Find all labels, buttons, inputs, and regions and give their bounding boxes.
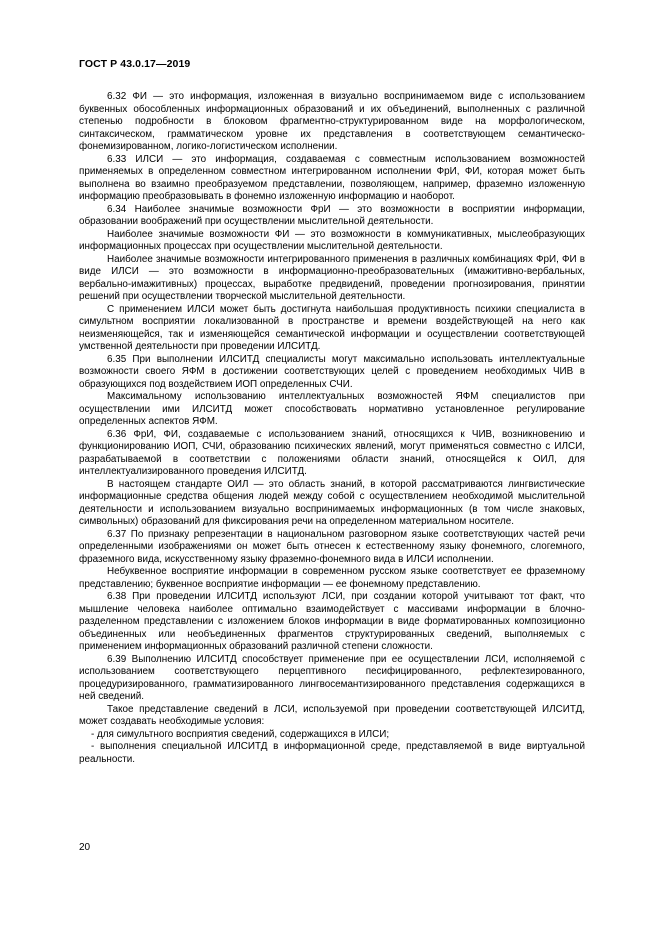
paragraph: С применением ИЛСИ может быть достигнута наибольшая продуктивность психики специалиста в симультном восприятии локализованной в пространстве и времени воздействующей на него как неизменяющейся, так и изменяющейся семантической информации и осуществлении соответствующей умственной деятельности при проведении ИЛСИТД. <box>79 303 585 352</box>
paragraph-6-34: 6.34 Наиболее значимые возможности ФрИ — это возможности в восприятии информации, образовании воображений при осуществлении мыслительной деятельности. <box>79 203 585 227</box>
paragraph: Наиболее значимые возможности интегрированного применения в различных комбинациях ФрИ, ФИ в виде ИЛСИ — это возможности в информационно-преобразовательных (имажитивно-вербальных, вербально-имажитивных) процессах, выработке предвидений, проведении прогнозирования, принятии решений при осуществлении творческой мыслительной деятельности. <box>79 253 585 302</box>
paragraph-6-37: 6.37 По признаку репрезентации в национальном разговорном языке соответствующих частей речи определенными изображениями он может быть отнесен к естественному языку фонемного, слогемного, фраземного вида, искусственному языку фраземно-фонемного вида в ИЛСИ исполнении. <box>79 528 585 565</box>
document-header: ГОСТ Р 43.0.17—2019 <box>79 58 191 70</box>
page-number: 20 <box>79 842 91 853</box>
paragraph-6-33: 6.33 ИЛСИ — это информация, создаваемая с совместным использованием возможностей применяемых в определенном совместном интегрированном исполнении ФрИ, ФИ, которая может быть выполнена во взаимно преобразуемом представлении, позволяющем, например, фраземно изложенную информацию преобразовывать в фонемно изложенную информацию и наоборот. <box>79 153 585 202</box>
list-item: - для симультного восприятия сведений, содержащихся в ИЛСИ; <box>91 728 390 740</box>
paragraph-6-38: 6.38 При проведении ИЛСИТД используют ЛСИ, при создании которой учитывают тот факт, что мышление человека наиболее оптимально взаимодействует с массивами информации в блочно-разделенном представлении с изложением блоков информации в виде форматированных композиционно объединенных или необъединенных фрагментов структурированных сведений, выполняемых с применением информационных образований различной степени сложности. <box>79 591 585 652</box>
paragraph: Небуквенное восприятие информации в современном русском языке соответствует ее фраземному представлению; буквенное восприятие информации — ее фонемному представлению. <box>79 566 585 590</box>
paragraph-6-36: 6.36 ФрИ, ФИ, создаваемые с использованием знаний, относящихся к ЧИВ, возникновению и функционированию ИОП, СЧИ, образованию психических явлений, могут применяться совместно с ИЛСИ, разрабатываемой в соответствии с положениями области знаний, относящейся к ОИЛ, для интеллектуализированного проведения ИЛСИТД. <box>79 428 585 477</box>
paragraph-6-39: 6.39 Выполнению ИЛСИТД способствует применение при ее осуществлении ЛСИ, исполняемой с использованием соответствующего перцептивного песифицированного, рефлектезированного, процедуризированного, грамматизированного лингвосемантизированного представления содержащихся в ней сведений. <box>79 653 585 702</box>
paragraph: Такое представление сведений в ЛСИ, используемой при проведении соответствующей ИЛСИТД, может создавать необходимые условия: <box>79 703 585 727</box>
document-body <box>79 91 585 766</box>
paragraph: Максимальному использованию интеллектуальных возможностей ЯФМ специалистов при осуществлении ими ИЛСИТД может способствовать нормативно установленное регулирование определенных аспектов ЯФМ. <box>79 391 585 427</box>
list-item: - выполнения специальной ИЛСИТД в информационной среде, представляемой в виде виртуальной реальности. <box>79 741 585 765</box>
paragraph-6-32: 6.32 ФИ — это информация, изложенная в визуально воспринимаемом виде с использованием буквенных обособленных информационных образований и их объединений, выполненных с различной степенью подробности в блоковом фрагментно-структурированном виде на морфологическом, синтаксическом, грамматическом уровне их представления в соответствующем семантическо-фонемизированном, логико-логистическом исполнении. <box>79 91 585 152</box>
paragraph: В настоящем стандарте ОИЛ — это область знаний, в которой рассматриваются лингвистические информационные средства общения людей между собой с осуществлением необходимой мыслительной деятельности и использованием визуально воспринимаемых информационных (в том числе знаковых, символьных) образований для фиксирования речи на определенном материальном носителе. <box>79 478 585 527</box>
paragraph-6-35: 6.35 При выполнении ИЛСИТД специалисты могут максимально использовать интеллектуальные возможности своего ЯФМ в достижении соответствующих целей с проведением необходимых ЧИВ в образующихся под воздействием ИОП определенных СЧИ. <box>79 353 585 390</box>
paragraph: Наиболее значимые возможности ФИ — это возможности в коммуникативных, мыслеобразующих информационных процессах при осуществлении мыслительной деятельности. <box>79 228 585 252</box>
